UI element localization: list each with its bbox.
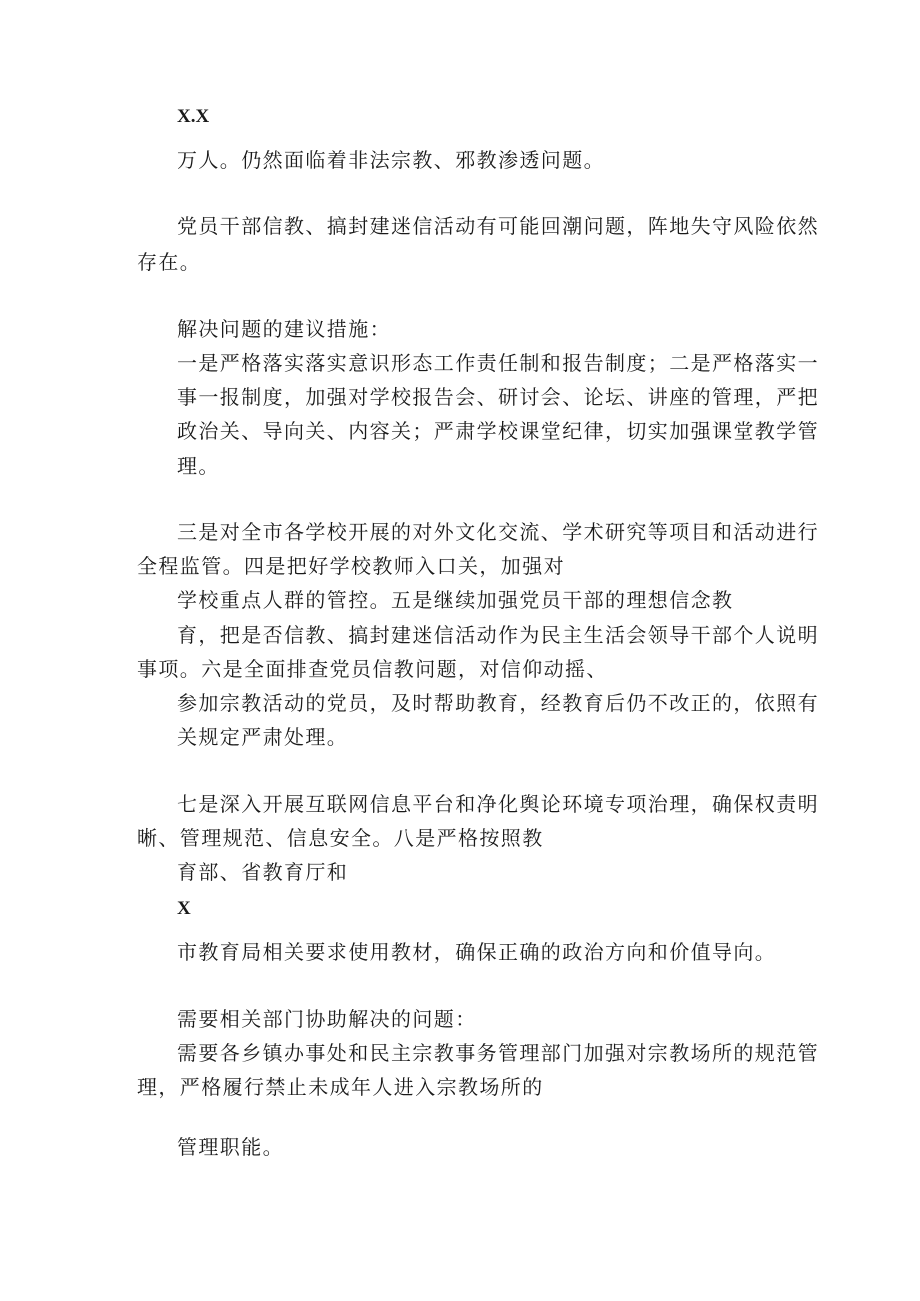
- paragraph-line: 参加宗教活动的党员，及时帮助教育，经教育后仍不改正的，依照有: [177, 691, 819, 715]
- paragraph-line: 理，严格履行禁止未成年人进入宗教场所的: [137, 1075, 544, 1099]
- paragraph-line: 三是对全市各学校开展的对外文化交流、学术研究等项目和活动进行: [177, 520, 819, 544]
- paragraph-line: 政治关、导向关、内容关；严肃学校课堂纪律，切实加强课堂教学管: [177, 419, 819, 443]
- paragraph-line: 全程监管。四是把好学校教师入口关，加强对: [137, 554, 565, 578]
- paragraph-line: 管理职能。: [177, 1135, 284, 1159]
- paragraph-line: 需要各乡镇办事处和民主宗教事务管理部门加强对宗教场所的规范管: [177, 1041, 819, 1065]
- placeholder-heading-xx: X.X: [177, 106, 210, 127]
- paragraph-line: 事项。六是全面排查党员信教问题，对信仰动摇、: [137, 657, 608, 681]
- paragraph-line: 市教育局相关要求使用教材，确保正确的政治方向和价值导向。: [177, 940, 777, 964]
- section-title: 需要相关部门协助解决的问题：: [177, 1007, 477, 1031]
- paragraph-line: 理。: [177, 454, 220, 478]
- paragraph-line: 存在。: [137, 250, 202, 274]
- paragraph-line: 晰、管理规范、信息安全。八是严格按照教: [137, 826, 544, 850]
- paragraph-line: 育部、省教育厅和: [177, 860, 349, 884]
- paragraph-line: 关规定严肃处理。: [177, 725, 349, 749]
- paragraph-line: 育，把是否信教、搞封建迷信活动作为民主生活会领导干部个人说明: [177, 623, 819, 647]
- paragraph-line: 党员干部信教、搞封建迷信活动有可能回潮问题，阵地失守风险依然: [177, 214, 819, 238]
- paragraph-line: 事一报制度，加强对学校报告会、研讨会、论坛、讲座的管理，严把: [177, 385, 819, 409]
- placeholder-heading-x: X: [177, 898, 191, 919]
- paragraph-line: 一是严格落实落实意识形态工作责任制和报告制度；二是严格落实一: [177, 351, 819, 375]
- paragraph-line: 七是深入开展互联网信息平台和净化舆论环境专项治理，确保权责明: [177, 792, 819, 816]
- section-title: 解决问题的建议措施：: [177, 317, 391, 341]
- paragraph-line: 万人。仍然面临着非法宗教、邪教渗透问题。: [177, 148, 605, 172]
- paragraph-line: 学校重点人群的管控。五是继续加强党员干部的理想信念教: [177, 588, 734, 612]
